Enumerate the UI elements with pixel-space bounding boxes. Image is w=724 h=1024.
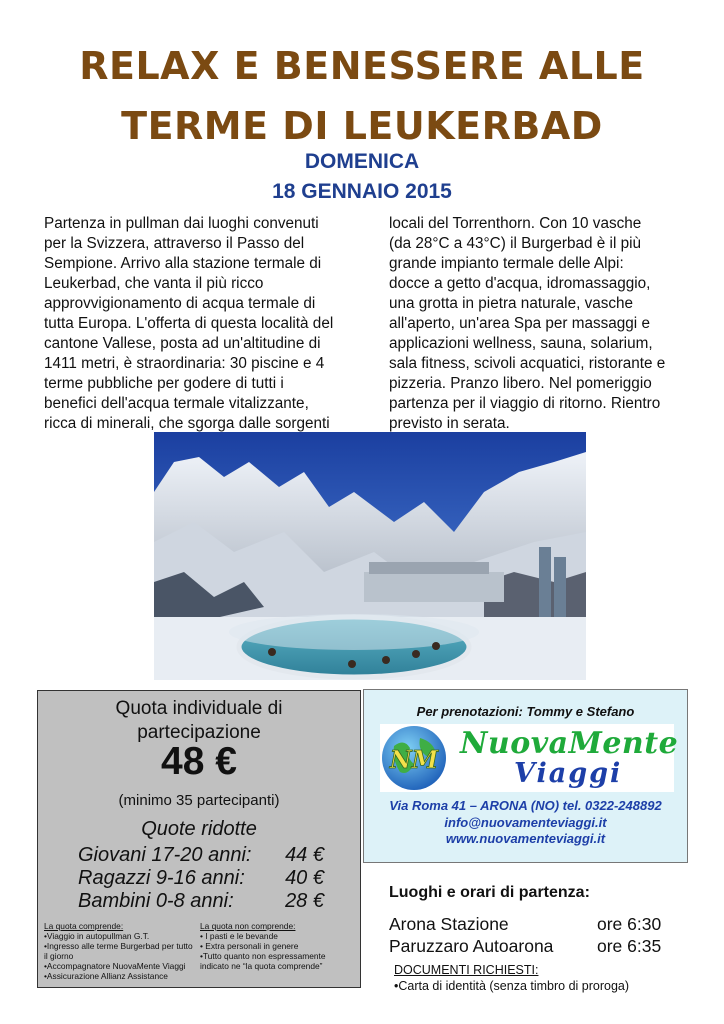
text-line: pizzeria. Pranzo libero. Nel pomeriggio — [389, 375, 652, 392]
reduced-price-name: Giovani 17-20 anni: — [78, 844, 252, 866]
text-line: una grotta in pietra naturale, vasche — [389, 295, 634, 312]
booking-contact: Per prenotazioni: Tommy e Stefano — [416, 704, 635, 719]
departure-place: Paruzzaro Autoarona — [389, 936, 554, 956]
logo-word-2: Viaggi — [514, 758, 623, 789]
text-line: grande impianto termale delle Alpi: — [389, 255, 624, 272]
price-amount: 48 € — [161, 740, 237, 783]
documents-title: DOCUMENTI RICHIESTI: — [394, 963, 539, 977]
departures-title: Luoghi e orari di partenza: — [389, 884, 590, 901]
text-line: all'aperto, un'area Spa per massaggi e — [389, 315, 650, 332]
includes-item: •Accompagnatore NuovaMente Viaggi — [44, 961, 186, 971]
agency-logo — [380, 724, 679, 792]
reduced-price-name: Bambini 0-8 anni: — [78, 890, 234, 912]
reduced-price-row — [78, 890, 324, 913]
text-line: Sempione. Arrivo alla stazione termale di — [44, 255, 322, 272]
reduced-price-value: 28 € — [285, 890, 324, 912]
text-line: tutta Europa. L'offerta di questa località del — [44, 315, 334, 332]
text-line: 1411 metri, è straordinaria: 30 piscine e 4 — [44, 355, 325, 372]
text-line: approvvigionamento di acqua termale di — [44, 295, 316, 312]
price-label-line2: partecipazione — [137, 722, 261, 743]
reduced-price-value: 40 € — [285, 867, 324, 889]
text-line: (da 28°C a 43°C) il Burgerbad è il più — [389, 235, 642, 252]
text-line: sala fitness, scivoli acquatici, ristorante e — [389, 355, 666, 372]
excludes-item: •Tutto quanto non espressamente — [200, 951, 326, 961]
text-line: docce a getto d'acqua, idromassaggio, — [389, 275, 651, 292]
thermal-pool-photo — [154, 432, 586, 680]
departure-row — [389, 914, 661, 935]
text-line: per la Svizzera, attraverso il Passo del — [44, 235, 305, 252]
agency-website[interactable]: www.nuovamenteviaggi.it — [445, 831, 606, 846]
departure-time: ore 6:35 — [597, 936, 662, 956]
text-line: locali del Torrenthorn. Con 10 vasche — [389, 215, 642, 232]
price-excludes — [200, 921, 352, 971]
text-line: Leukerbad, che vanta il più ricco — [44, 275, 264, 292]
reduced-prices-title: Quote ridotte — [141, 818, 257, 840]
reduced-price-value: 44 € — [285, 844, 324, 866]
page-title-line2: TERME DI LEUKERBAD — [121, 104, 603, 148]
includes-item: il giorno — [44, 951, 74, 961]
departure-time: ore 6:30 — [597, 914, 662, 934]
includes-title: La quota comprende: — [44, 921, 124, 931]
description-left-column — [44, 214, 370, 434]
logo-word-1: NuovaMente — [460, 726, 679, 761]
logo-mark: NM — [389, 745, 439, 774]
price-label-line1: Quota individuale di — [115, 698, 283, 719]
reduced-price-row — [78, 867, 324, 890]
page-title-line1: RELAX E BENESSERE ALLE — [79, 44, 645, 88]
text-line: ricca di minerali, che sgorga dalle sorgenti — [44, 415, 330, 432]
excludes-item: • Extra personali in genere — [200, 941, 299, 951]
includes-item: •Ingresso alle terme Burgerbad per tutto — [44, 941, 193, 951]
includes-item: •Assicurazione Allianz Assistance — [44, 971, 168, 981]
text-line: benefici dell'acqua termale vitalizzante, — [44, 395, 309, 412]
text-line: previsto in serata. — [389, 415, 510, 432]
reduced-price-row — [78, 844, 324, 867]
excludes-item: • I pasti e le bevande — [200, 931, 278, 941]
price-includes — [44, 921, 194, 981]
includes-item: •Viaggio in autopullman G.T. — [44, 931, 150, 941]
text-line: applicazioni wellness, sauna, solarium, — [389, 335, 653, 352]
text-line: partenza per il viaggio di ritorno. Rientro — [389, 395, 661, 412]
excludes-title: La quota non comprende: — [200, 921, 296, 931]
text-line: Partenza in pullman dai luoghi convenuti — [44, 215, 319, 232]
globe-icon — [380, 724, 448, 792]
agency-address: Via Roma 41 – ARONA (NO) tel. 0322-248892 — [389, 798, 662, 813]
departure-place: Arona Stazione — [389, 914, 509, 934]
minimum-participants: (minimo 35 partecipanti) — [118, 792, 280, 809]
documents-item: •Carta di identità (senza timbro di proroga) — [394, 979, 630, 993]
agency-email[interactable]: info@nuovamenteviaggi.it — [444, 815, 607, 830]
description-right-column — [389, 214, 697, 434]
event-day: DOMENICA — [304, 150, 420, 173]
reduced-price-name: Ragazzi 9-16 anni: — [78, 867, 245, 889]
text-line: terme pubbliche per godere di tutti i — [44, 375, 284, 392]
event-date: 18 GENNAIO 2015 — [272, 180, 452, 203]
excludes-item: indicato ne “la quota comprende” — [200, 961, 323, 971]
text-line: cantone Vallese, posta ad un'altitudine di — [44, 335, 321, 352]
departure-row — [389, 936, 661, 957]
